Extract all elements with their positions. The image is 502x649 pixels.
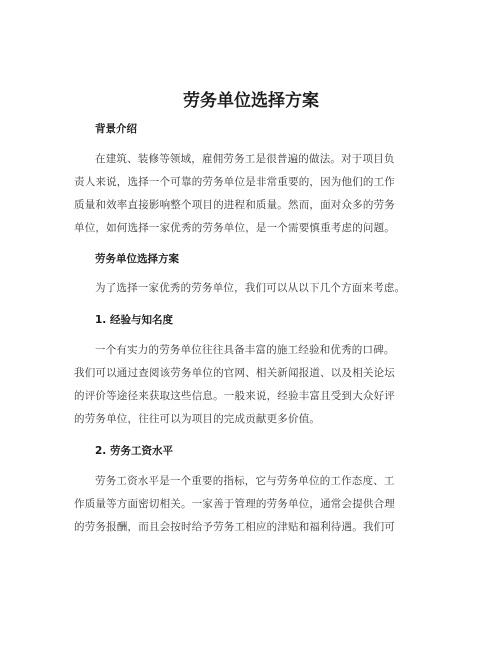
paragraph-line: 我们可以通过查阅该劳务单位的官网、相关新闻报道、以及相关论坛 — [74, 367, 395, 379]
paragraph-line: 的劳务报酬，而且会按时给予劳务工相应的津贴和福利待遇。我们可 — [74, 521, 395, 533]
section-heading-background: 背景介绍 — [95, 123, 137, 135]
paragraph-line: 在建筑、装修等领域，雇佣劳务工是很普遍的做法。对于项目负 — [95, 153, 395, 165]
paragraph-line: 的评价等途径来获取这些信息。一般来说，经验丰富且受到大众好评 — [74, 390, 395, 402]
section-heading-wages: 2. 劳务工资水平 — [95, 445, 173, 457]
paragraph-line: 的劳务单位，往往可以为项目的完成贡献更多价值。 — [74, 413, 321, 425]
paragraph-line: 责人来说，选择一个可靠的劳务单位是非常重要的，因为他们的工作 — [74, 176, 395, 188]
paragraph-line: 作质量等方面密切相关。一家善于管理的劳务单位，通常会提供合理 — [74, 498, 395, 510]
section-heading-experience: 1. 经验与知名度 — [95, 314, 173, 326]
paragraph-line: 劳务工资水平是一个重要的指标，它与劳务单位的工作态度、工 — [95, 475, 395, 487]
paragraph-line: 单位，如何选择一家优秀的劳务单位，是一个需要慎重考虑的问题。 — [74, 222, 395, 234]
document-title: 劳务单位选择方案 — [183, 91, 319, 111]
paragraph-line: 为了选择一家优秀的劳务单位，我们可以从以下几个方面来考虑。 — [95, 282, 406, 294]
paragraph-line: 一个有实力的劳务单位往往具备丰富的施工经验和优秀的口碑。 — [95, 344, 395, 356]
section-heading-plan: 劳务单位选择方案 — [95, 253, 179, 265]
paragraph-line: 质量和效率直接影响整个项目的进程和质量。然而，面对众多的劳务 — [74, 199, 395, 211]
